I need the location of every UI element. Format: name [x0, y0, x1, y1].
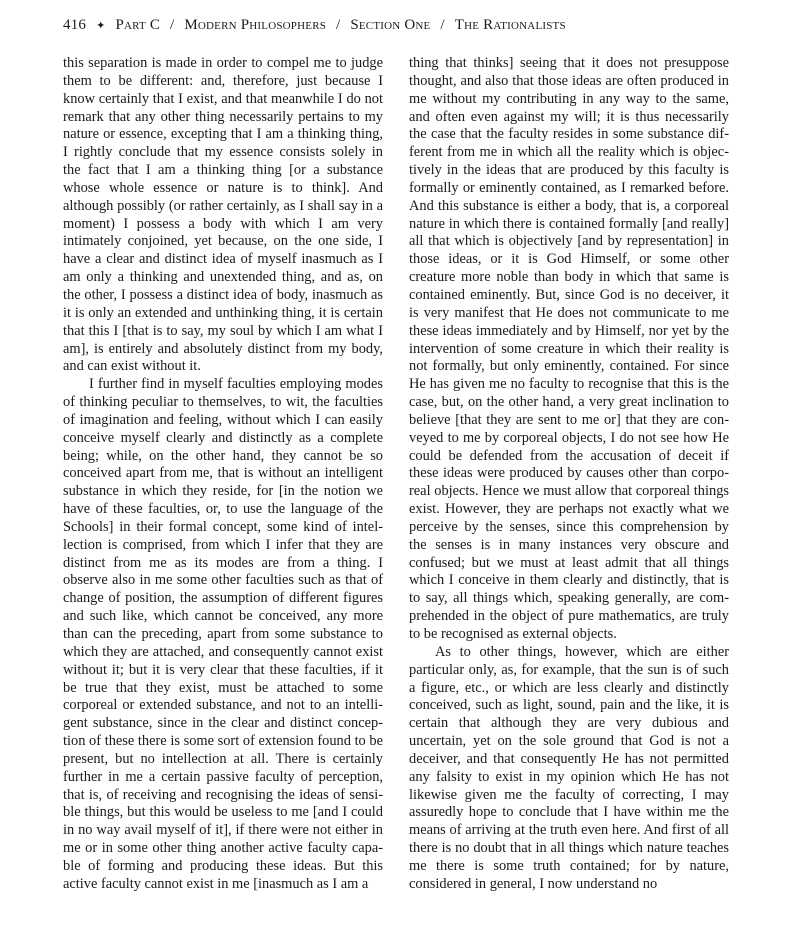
- section-label: Section One: [350, 17, 431, 33]
- book-title: Modern Philosophers: [184, 17, 327, 33]
- page-number: 416: [63, 17, 87, 33]
- header-separator: /: [336, 17, 341, 33]
- paragraph: this separation is made in order to compel me to judge them to be different: and, therefore, just because I know certainly that I exist, and that meanwhile I do not remark that any other thing necessarily pertains to my nature or essence, excepting that I am a thinking thing, I rightly conclude that my essence consists solely in the fact that I am a thinking thing [or a substance whose whole essence or nature is to think]. And although possibly (or rather certainly, as I shall say in a moment) I possess a body with which I am very intimately conjoined, yet because, on the one side, I have a clear and distinct idea of myself inasmuch as I am only a thinking and unextended thing, and as, on the other, I possess a distinct idea of body, inasmuch as it is only an extended and unthinking thing, it is certain that this I [that is to say, my soul by which I am what I am], is entirely and absolutely distinct from my body, and can exist without it.: [63, 55, 383, 375]
- running-header: [63, 17, 743, 34]
- header-separator: /: [440, 17, 445, 33]
- left-column: [63, 55, 383, 894]
- paragraph: I further find in myself faculties employing modes of thinking peculiar to themselves, to wit, the faculties of imagination and feeling, without which I can easily conceive myself clearly and distinctly as a complete being; while, on the other hand, they cannot be so conceived apart from me, that is without an intelligent substance in which they reside, for [in the notion we have of these faculties, or, to use the language of the Schools] in their formal concept, some kind of intellection is comprised, from which I infer that they are distinct from me as its modes are from a thing. I observe also in me some other faculties such as that of change of position, the assumption of different figures and such like, which cannot be conceived, any more than can the preceding, apart from some substance to which they are attached, and consequently cannot exist without it; but it is very clear that these faculties, if it be true that they exist, must be attached to some corporeal or extended substance, and not to an intelligent substance, since in the clear and distinct conception of these there is some sort of extension found to be present, but no intellection at all. There is certainly further in me a certain passive faculty of perception, that is, of receiving and recognising the ideas of sensible things, but this would be useless to me [and I could in no way avail myself of it], if there were not either in me or in some other thing another active faculty capable of forming and producing these ideas. But this active faculty cannot exist in me [inasmuch as I am a: [63, 376, 383, 892]
- paragraph: thing that thinks] seeing that it does not presuppose thought, and also that those ideas are often produced in me without my contributing in any way to the same, and often even against my will; it is thus necessarily the case that the faculty resides in some substance different from me in which all the reality which is objectively in the ideas that are produced by this faculty is formally or eminently contained, as I remarked before. And this substance is either a body, that is, a corporeal nature in which there is contained formally [and really] all that which is objectively [and by representation] in those ideas, or it is God Himself, or some other creature more noble than body in which that same is contained eminently. But, since God is no deceiver, it is very manifest that He does not communicate to me these ideas immediately and by Himself, nor yet by the intervention of some creature in which their reality is not formally, but only eminently, contained. For since He has given me no faculty to recognise that this is the case, but, on the other hand, a very great inclination to believe [that they are sent to me or] that they are conveyed to me by corporeal objects, I do not see how He could be defended from the accusation of deceit if these ideas were produced by causes other than corporeal objects. Hence we must allow that corporeal things exist. However, they are perhaps not exactly what we perceive by the senses, since this comprehension by the senses is in many instances very obscure and confused; but we must at least admit that all things which I conceive in them clearly and distinctly, that is to say, all things which, speaking generally, are comprehended in the object of pure mathematics, are truly to be recognised as external objects.: [409, 55, 729, 642]
- header-separator: /: [170, 17, 175, 33]
- right-column: [409, 55, 729, 894]
- part-label: Part C: [115, 17, 161, 33]
- ornament-icon: ✦: [96, 20, 106, 32]
- paragraph: As to other things, however, which are either particular only, as, for example, that the sun is of such a figure, etc., or which are less clearly and distinctly conceived, such as light, sound, pain and the like, it is certain that although they are very dubious and uncertain, yet on the sole ground that God is not a deceiver, and that consequently He has not permitted any falsity to exist in my opinion which He has not likewise given me the faculty of correcting, I may assuredly hope to conclude that I have within me the means of arriving at the truth even here. And first of all there is no doubt that in all things which nature teaches me there is some truth contained; for by nature, considered in general, I now understand no: [409, 643, 729, 892]
- chapter-title: The Rationalists: [454, 17, 566, 33]
